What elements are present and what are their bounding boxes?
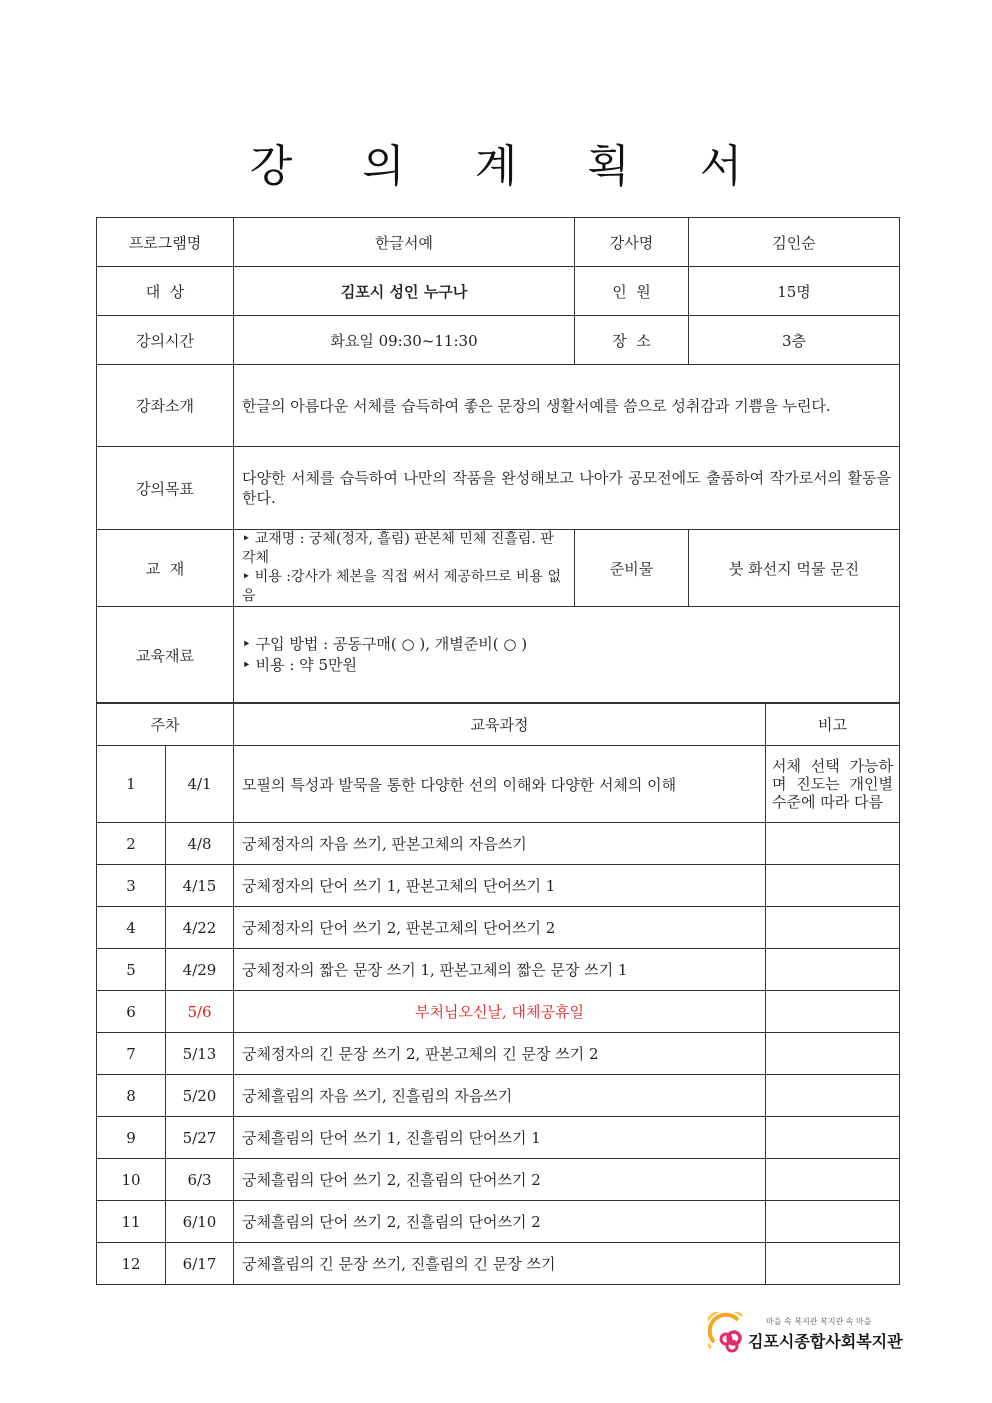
week-number: 12	[97, 1243, 166, 1285]
week-number: 8	[97, 1075, 166, 1117]
schedule-row	[97, 949, 900, 991]
week-number: 9	[97, 1117, 166, 1159]
note-cell	[766, 1075, 900, 1117]
material-label: 교육재료	[97, 607, 234, 704]
week-number: 2	[97, 823, 166, 865]
goal-value: 다양한 서체를 습득하여 나만의 작품을 완성해보고 나아가 공모전에도 출품하여 작가로서의 활동을 한다.	[234, 447, 900, 530]
info-row-goal	[97, 447, 900, 530]
week-date: 5/13	[166, 1033, 234, 1075]
course-content: 궁체정자의 짧은 문장 쓰기 1, 판본고체의 짧은 문장 쓰기 1	[234, 949, 766, 991]
week-number: 11	[97, 1201, 166, 1243]
info-row-program	[97, 218, 900, 267]
place-label: 장 소	[575, 316, 689, 365]
schedule-row	[97, 907, 900, 949]
schedule-header-row	[97, 703, 900, 746]
logo-tagline: 마을 속 복지관 복지관 속 마을	[766, 1317, 872, 1326]
course-content: 궁체흘림의 단어 쓰기 1, 진흘림의 단어쓰기 1	[234, 1117, 766, 1159]
note-cell: 서체 선택 가능하며 진도는 개인별 수준에 따라 다름	[766, 746, 900, 823]
note-cell	[766, 823, 900, 865]
prep-value: 붓 화선지 먹물 문진	[689, 530, 900, 607]
info-row-material	[97, 607, 900, 704]
course-content: 궁체정자의 자음 쓰기, 판본고체의 자음쓰기	[234, 823, 766, 865]
week-number: 10	[97, 1159, 166, 1201]
count-value: 15명	[689, 267, 900, 316]
note-cell	[766, 949, 900, 991]
schedule-row	[97, 1117, 900, 1159]
info-row-textbook	[97, 530, 900, 607]
note-cell	[766, 907, 900, 949]
week-date: 4/15	[166, 865, 234, 907]
program-label: 프로그램명	[97, 218, 234, 267]
instructor-label: 강사명	[575, 218, 689, 267]
week-number: 1	[97, 746, 166, 823]
count-label: 인 원	[575, 267, 689, 316]
program-value: 한글서예	[234, 218, 575, 267]
schedule-row	[97, 865, 900, 907]
week-date: 6/3	[166, 1159, 234, 1201]
material-details	[234, 607, 900, 704]
note-header: 비고	[766, 703, 900, 746]
instructor-value: 김인순	[689, 218, 900, 267]
week-number: 4	[97, 907, 166, 949]
time-label: 강의시간	[97, 316, 234, 365]
schedule-row	[97, 1201, 900, 1243]
document-title: 강 의 계 획 서	[249, 141, 771, 192]
week-date: 6/10	[166, 1201, 234, 1243]
logo-name: 김포시종합사회복지관	[748, 1332, 903, 1351]
course-header: 교육과정	[234, 703, 766, 746]
course-content: 궁체흘림의 단어 쓰기 2, 진흘림의 단어쓰기 2	[234, 1201, 766, 1243]
intro-value: 한글의 아름다운 서체를 습득하여 좋은 문장의 생활서예를 씀으로 성취감과 기쁨을 누린다.	[234, 365, 900, 447]
week-header: 주차	[97, 703, 234, 746]
course-content: 궁체흘림의 긴 문장 쓰기, 진흘림의 긴 문장 쓰기	[234, 1243, 766, 1285]
week-date: 4/29	[166, 949, 234, 991]
note-cell	[766, 865, 900, 907]
week-date: 4/22	[166, 907, 234, 949]
note-cell	[766, 1243, 900, 1285]
target-value: 김포시 성인 누구나	[234, 267, 575, 316]
info-row-target	[97, 267, 900, 316]
organization-logo	[708, 1312, 903, 1356]
prep-label: 준비물	[575, 530, 689, 607]
course-content: 궁체정자의 단어 쓰기 1, 판본고체의 단어쓰기 1	[234, 865, 766, 907]
place-value: 3층	[689, 316, 900, 365]
course-content: 궁체흘림의 단어 쓰기 2, 진흘림의 단어쓰기 2	[234, 1159, 766, 1201]
schedule-body	[97, 746, 900, 1285]
week-number: 5	[97, 949, 166, 991]
note-cell	[766, 1117, 900, 1159]
week-number: 6	[97, 991, 166, 1033]
week-date: 4/8	[166, 823, 234, 865]
textbook-name-line: ‣ 교재명 : 궁체(정자, 흘림) 판본체 민체 진흘림. 판각체	[242, 531, 554, 566]
schedule-row	[97, 1159, 900, 1201]
logo-mark-icon	[708, 1312, 748, 1356]
textbook-details	[234, 530, 575, 607]
course-content: 부처님오신날, 대체공휴일	[234, 991, 766, 1033]
course-content: 궁체정자의 긴 문장 쓰기 2, 판본고체의 긴 문장 쓰기 2	[234, 1033, 766, 1075]
schedule-row	[97, 1243, 900, 1285]
schedule-table	[96, 702, 900, 1285]
week-number: 3	[97, 865, 166, 907]
intro-label: 강좌소개	[97, 365, 234, 447]
note-cell	[766, 991, 900, 1033]
schedule-row	[97, 1033, 900, 1075]
info-table	[96, 217, 900, 704]
week-date: 4/1	[166, 746, 234, 823]
target-label: 대 상	[97, 267, 234, 316]
course-content: 모필의 특성과 발묵을 통한 다양한 선의 이해와 다양한 서체의 이해	[234, 746, 766, 823]
material-cost-line: ‣ 비용 : 약 5만원	[242, 656, 357, 674]
info-row-time	[97, 316, 900, 365]
week-date: 5/6	[166, 991, 234, 1033]
info-row-intro	[97, 365, 900, 447]
note-cell	[766, 1201, 900, 1243]
week-number: 7	[97, 1033, 166, 1075]
course-content: 궁체정자의 단어 쓰기 2, 판본고체의 단어쓰기 2	[234, 907, 766, 949]
schedule-row	[97, 746, 900, 823]
week-date: 5/27	[166, 1117, 234, 1159]
week-date: 5/20	[166, 1075, 234, 1117]
note-cell	[766, 1159, 900, 1201]
goal-label: 강의목표	[97, 447, 234, 530]
schedule-row	[97, 1075, 900, 1117]
course-content: 궁체흘림의 자음 쓰기, 진흘림의 자음쓰기	[234, 1075, 766, 1117]
week-date: 6/17	[166, 1243, 234, 1285]
schedule-row	[97, 823, 900, 865]
textbook-label: 교 재	[97, 530, 234, 607]
schedule-row	[97, 991, 900, 1033]
time-value: 화요일 09:30~11:30	[234, 316, 575, 365]
material-purchase-line: ‣ 구입 방법 : 공동구매( ○ ), 개별준비( ○ )	[242, 635, 528, 653]
textbook-cost-line: ‣ 비용 :강사가 체본을 직접 써서 제공하므로 비용 없음	[242, 569, 562, 604]
note-cell	[766, 1033, 900, 1075]
